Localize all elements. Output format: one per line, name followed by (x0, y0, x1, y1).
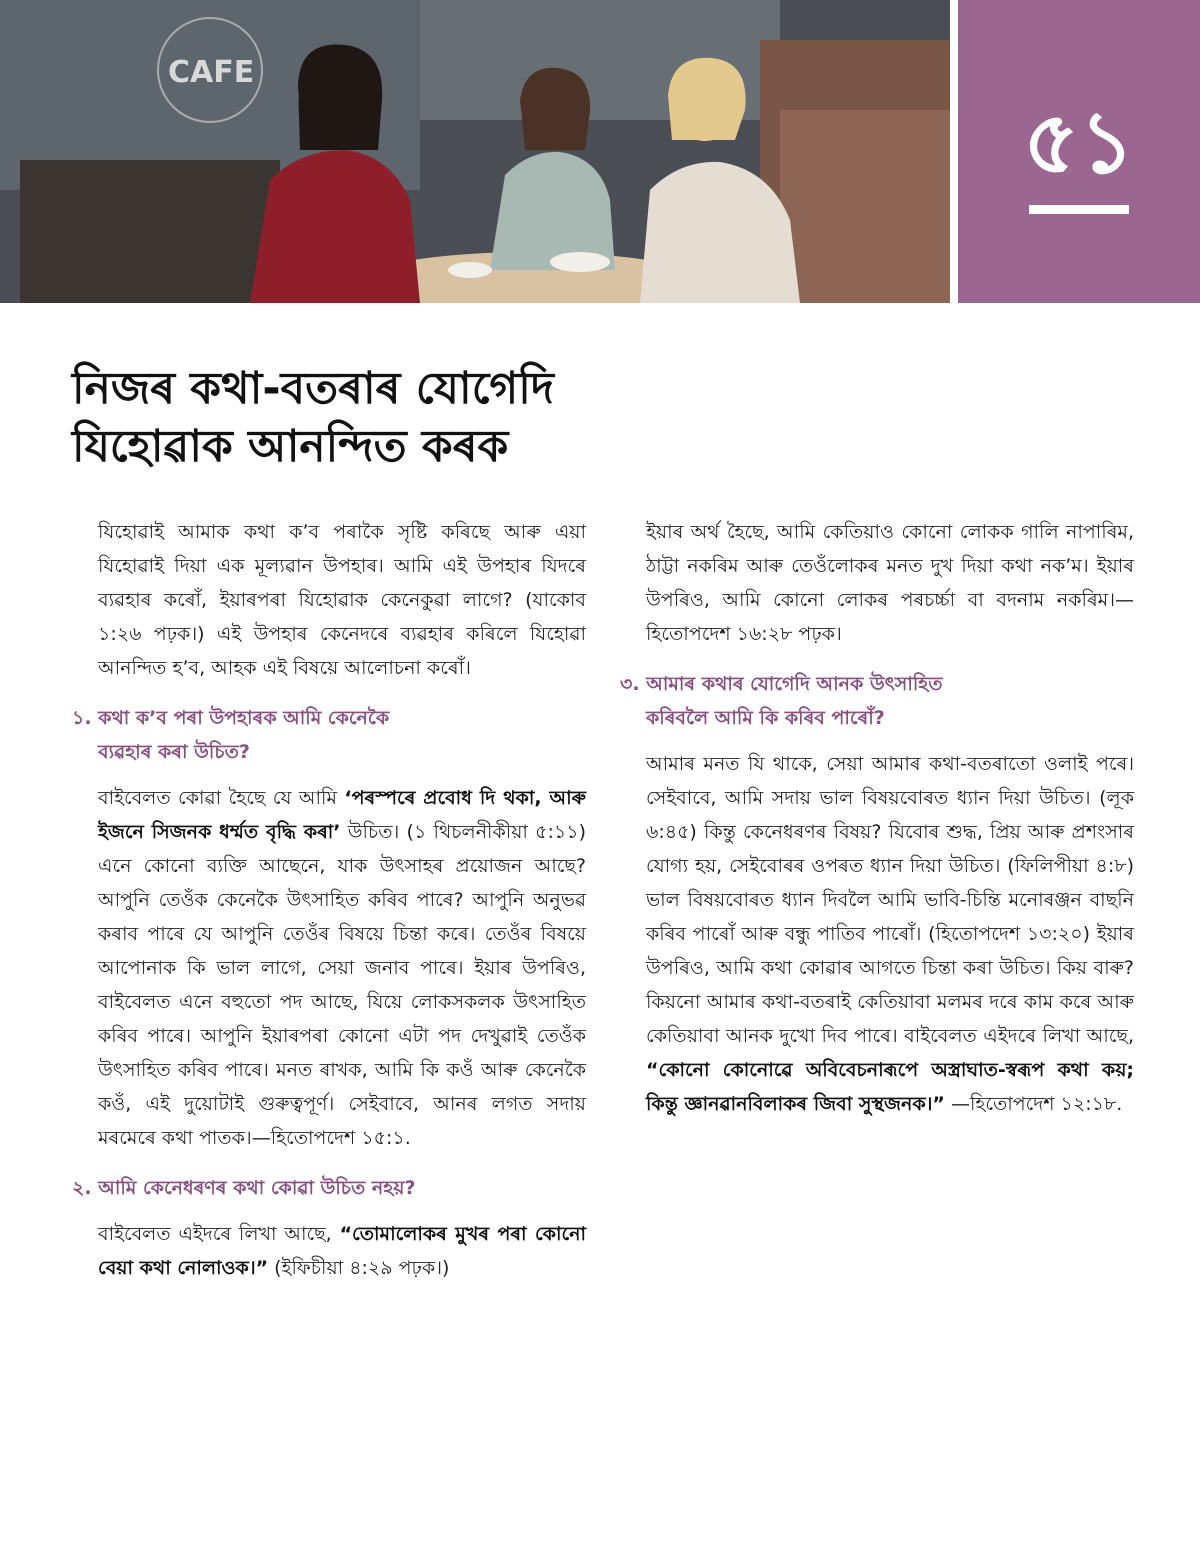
question-3 (620, 667, 1134, 735)
answer-2-text-after: (ইফিচীয়া ৪:২৯ পঢ়ক।) (268, 1257, 450, 1279)
question-3-line1: আমাৰ কথাৰ যোগেদি আনক উৎসাহিত (646, 673, 943, 695)
page-title (72, 360, 772, 476)
chapter-rule (1029, 205, 1129, 214)
answer-3-text-after: —হিতোপদেশ ১২:১৮. (944, 1093, 1123, 1115)
answer-3 (646, 747, 1134, 1121)
answer-2-text-before: বাইবেলত এইদৰে লিখা আছে, (98, 1223, 340, 1245)
answer-1-bold-quote: ‘পৰস্পৰে প্ৰবোধ দি থকা, আৰু ইজনে সিজনক ধৰ্ম্মত বৃদ্ধি কৰা’ (98, 787, 586, 843)
left-column (72, 515, 586, 1299)
cafe-sign: CAFE (168, 55, 255, 90)
chapter-number: ৫১ (1023, 93, 1135, 193)
right-column (620, 515, 1134, 1135)
question-3-number: ৩. (620, 673, 640, 695)
answer-3-bold-quote: “কোনো কোনোৱে অবিবেচনাৰূপে অস্ত্ৰাঘাত-স্বৰূপ কথা কয়; কিন্তু জ্ঞানৱানবিলাকৰ জিবা সুস্থজনক।” (646, 1059, 1134, 1115)
question-2 (72, 1171, 586, 1205)
answer-1-text-before: বাইবেলত কোৱা হৈছে যে আমি (98, 787, 345, 809)
answer-2-bold-quote: “তোমালোকৰ মুখৰ পৰা কোনো বেয়া কথা নোলাওক।” (98, 1223, 586, 1279)
chapter-badge (958, 0, 1200, 303)
question-1-line1: কথা ক’ব পৰা উপহাৰক আমি কেনেকৈ (98, 707, 390, 729)
answer-2-continuation: ইয়াৰ অৰ্থ হৈছে, আমি কেতিয়াও কোনো লোকক গালি নাপাৰিম, ঠাট্টা নকৰিম আৰু তেওঁলোকৰ মনত দুখ দিয়া কথা নক’ম। ইয়াৰ উপৰিও, আমি কোনো লোকৰ পৰচৰ্চ্চা বা বদনাম নকৰিম।—হিতোপদেশ ১৬:২৮ পঢ়ক। (646, 521, 1134, 645)
question-2-number: ২. (72, 1177, 92, 1199)
question-3-line2: কৰিবলৈ আমি কি কৰিব পাৰোঁ? (646, 707, 885, 729)
answer-3-text-before: আমাৰ মনত যি থাকে, সেয়া আমাৰ কথা-বতৰাতো ওলাই পৰে। সেইবাবে, আমি সদায় ভাল বিষয়বোৰত ধ্যান দিয়া উচিত। (লূক ৬:৪৫) কিন্তু কেনেধৰণৰ বিষয়? যিবোৰ শুদ্ধ, প্ৰিয় আৰু প্ৰশংসাৰ যোগ্য হয়, সেইবোৰৰ ওপৰত ধ্যান দিয়া উচিত। (ফিলিপীয়া ৪:৮) ভাল বিষয়বোৰত ধ্যান দিবলৈ আমি ভাবি-চিন্তি মনোৰঞ্জন বাছনি কৰিব পাৰোঁ আৰু বন্ধু পাতিব পাৰোঁ। (হিতোপদেশ ১৩:২০) ইয়াৰ উপৰিও, আমি কথা কোৱাৰ আগতে চিন্তা কৰা উচিত। কিয় বাৰু? কিয়নো আমাৰ কথা-বতৰাই কেতিয়াবা মলমৰ দৰে কাম কৰে আৰু কেতিয়াবা আনক দুখো দিব পাৰে। বাইবেলত এইদৰে লিখা আছে, (646, 753, 1134, 1047)
question-1-number: ১. (72, 707, 92, 729)
intro-paragraph: যিহোৱাই আমাক কথা ক’ব পৰাকৈ সৃষ্টি কৰিছে আৰু এয়া যিহোৱাই দিয়া এক মূল্যৱান উপহাৰ। আমি এই উপহাৰ যিদৰে ব্যৱহাৰ কৰোঁ, ইয়াৰপৰা যিহোৱাক কেনেকুৱা লাগে? (যাকোব ১:২৬ পঢ়ক।) এই উপহাৰ কেনেদৰে ব্যৱহাৰ কৰিলে যিহোৱা আনন্দিত হ’ব, আহক এই বিষয়ে আলোচনা কৰোঁ। (98, 521, 586, 679)
question-1 (72, 701, 586, 769)
header-photo (0, 0, 950, 303)
question-2-line1: আমি কেনেধৰণৰ কথা কোৱা উচিত নহয়? (98, 1177, 416, 1199)
cafe-scene-illustration (0, 0, 950, 303)
page-title-line2: যিহোৱাক আনন্দিত কৰক (72, 421, 509, 472)
answer-1 (98, 781, 586, 1155)
answer-1-text-after: উচিত। (১ থিচলনীকীয়া ৫:১১) এনে কোনো ব্যক্তি আছেনে, যাক উৎসাহৰ প্ৰয়োজন আছে? আপুনি তেওঁক কেনেকৈ উৎসাহিত কৰিব পাৰে? আপুনি অনুভৱ কৰাব পাৰে যে আপুনি তেওঁৰ বিষয়ে চিন্তা কৰে। তেওঁৰ বিষয়ে আপোনাক কি ভাল লাগে, সেয়া জনাব পাৰে। ইয়াৰ উপৰিও, বাইবেলত এনে বহুতো পদ আছে, যিয়ে লোকসকলক উৎসাহিত কৰিব পাৰে। আপুনি ইয়াৰপৰা কোনো এটা পদ দেখুৱাই তেওঁক উৎসাহিত কৰিব পাৰে। মনত ৰাখক, আমি কি কওঁ আৰু কেনেকৈ কওঁ, এই দুয়োটাই গুৰুত্বপূৰ্ণ। সেইবাবে, আনৰ লগত সদায় মৰমেৰে কথা পাতক।—হিতোপদেশ ১৫:১. (98, 821, 586, 1149)
page-title-line1: নিজৰ কথা-বতৰাৰ যোগেদি (72, 363, 554, 414)
question-1-line2: ব্যৱহাৰ কৰা উচিত? (98, 741, 250, 763)
answer-2 (98, 1217, 586, 1285)
